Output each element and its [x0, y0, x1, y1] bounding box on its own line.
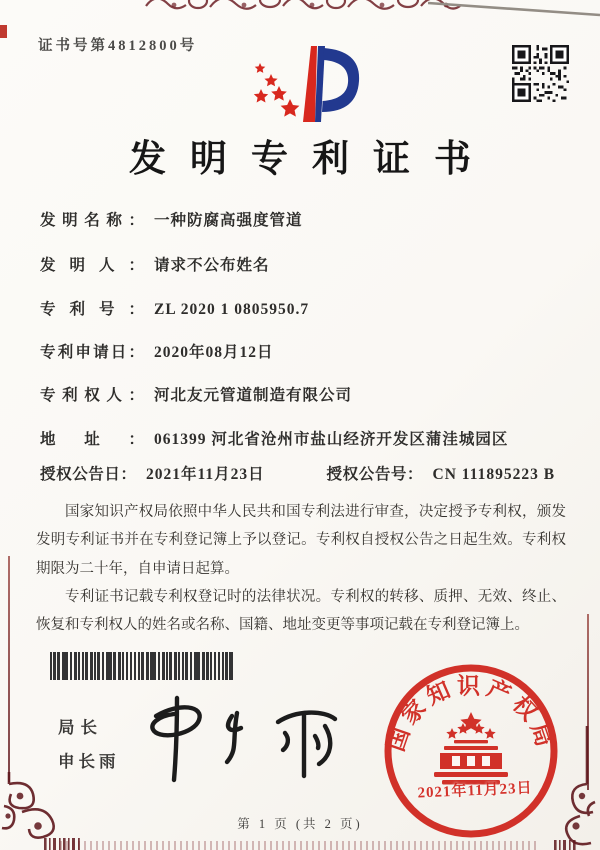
field-label: 地址：	[40, 431, 144, 448]
field-label: 授权公告号：	[326, 466, 423, 483]
certificate-number: 证书号第4812800号	[38, 38, 198, 54]
certificate-title: 发明专利证书	[129, 139, 495, 180]
field-value: 2021年11月23日	[146, 466, 265, 483]
legal-paragraph-1: 国家知识产权局依照中华人民共和国专利法进行审查，决定授予专利权，颁发发明专利证书并在专利登记簿上予以登记。专利权自授权公告之日起生效。专利权期限为二十年，自申请日起算。	[36, 504, 566, 577]
field-value: 一种防腐高强度管道	[154, 212, 303, 229]
left-edge-red-mark	[0, 25, 7, 38]
official-seal	[376, 656, 566, 846]
director-name: 申长雨	[58, 752, 120, 771]
field-invention-name	[40, 208, 303, 230]
qr-code	[512, 45, 569, 102]
field-label: 专利申请日：	[40, 344, 144, 361]
field-filing-date	[40, 340, 274, 362]
field-inventor	[40, 253, 270, 275]
field-label: 专利号：	[40, 301, 144, 318]
barcode	[50, 652, 233, 680]
top-border-ornament	[140, 0, 470, 18]
field-value: 2020年08月12日	[154, 344, 274, 361]
field-value: 061399 河北省沧州市盐山经济开发区蒲洼城园区	[154, 431, 509, 448]
legal-paragraph-2: 专利证书记载专利权登记时的法律状况。专利权的转移、质押、无效、终止、恢复和专利权人的姓名或名称、国籍、地址变更等事项记载在专利登记簿上。	[36, 588, 566, 634]
field-address	[40, 427, 508, 449]
field-patentee	[40, 383, 352, 405]
bottom-left-corner-ornament	[0, 772, 82, 850]
field-grant-row	[40, 462, 555, 484]
page-number: 第 1 页 (共 2 页)	[237, 817, 363, 831]
director-signature	[128, 686, 343, 791]
field-label: 发明名称：	[40, 212, 144, 229]
field-value: 河北友元管道制造有限公司	[154, 387, 353, 404]
left-frame-line	[8, 556, 10, 782]
director-title: 局长	[58, 718, 103, 737]
photo-edge-line	[428, 0, 600, 18]
national-emblem-icon	[434, 712, 508, 785]
grant-date	[40, 462, 265, 484]
grant-number	[327, 462, 556, 484]
legal-text	[36, 498, 566, 639]
field-value: ZL 2020 1 0805950.7	[154, 301, 310, 318]
field-value: 请求不公布姓名	[154, 257, 270, 274]
cnipa-logo-icon	[248, 36, 360, 128]
field-label: 发明人：	[40, 257, 144, 274]
field-label: 专利权人：	[40, 387, 144, 404]
field-label: 授权公告日：	[40, 466, 136, 483]
seal-ring-text: 国家知识产权局	[383, 673, 559, 755]
seal-date-stamp: 2021年11月23日	[417, 780, 533, 802]
field-value: CN 111895223 B	[432, 466, 556, 483]
field-patent-number	[40, 297, 309, 319]
